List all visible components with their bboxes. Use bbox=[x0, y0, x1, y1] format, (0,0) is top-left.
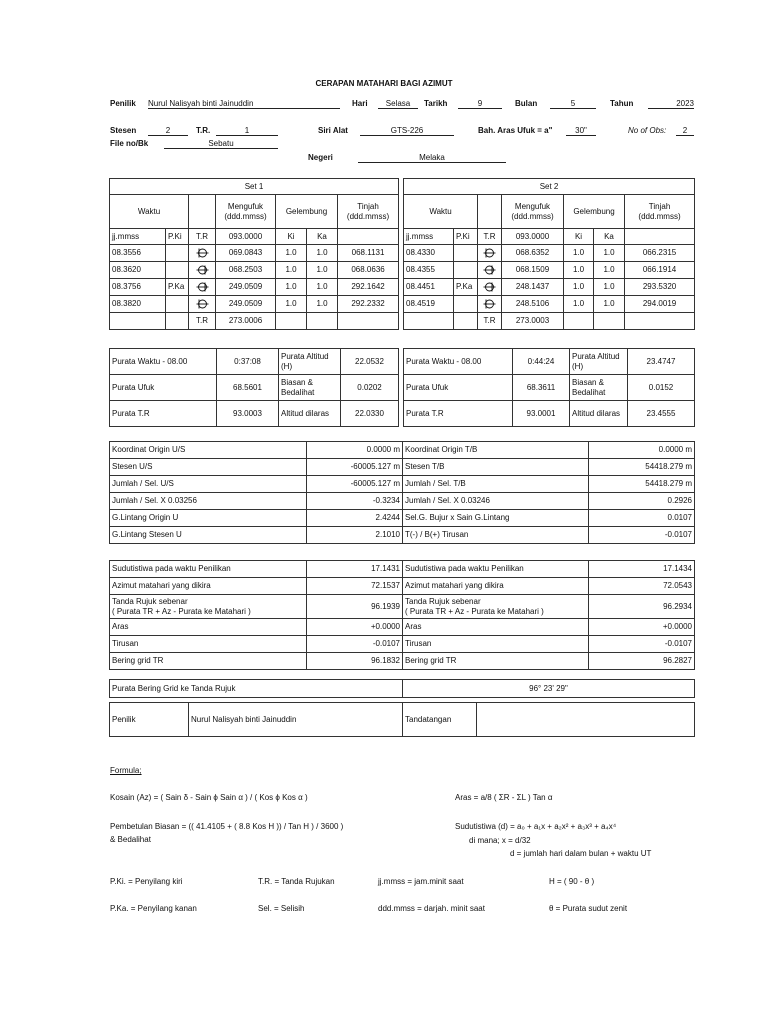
observation-row bbox=[404, 245, 695, 262]
legend-pki: P.Ki. = Penyilang kiri bbox=[110, 877, 183, 886]
bulan-value: 5 bbox=[550, 99, 596, 109]
gelembung-header: Gelembung bbox=[564, 195, 625, 229]
purata-tr-value: 93.0003 bbox=[217, 401, 279, 427]
obs-ki: 1.0 bbox=[564, 296, 594, 313]
obs-ka: 1.0 bbox=[594, 279, 625, 296]
koordinat-row bbox=[110, 493, 695, 510]
formula-dimana: di mana; x = d/32 bbox=[469, 836, 531, 845]
obs-mengufuk: 068.2503 bbox=[216, 262, 276, 279]
left-value: 2.4244 bbox=[307, 510, 403, 527]
right-label: Jumlah / Sel. X 0.03246 bbox=[403, 493, 589, 510]
set1-table bbox=[109, 178, 399, 330]
no-of-obs-label: No of Obs: bbox=[628, 126, 667, 135]
formula-pembetulan: Pembetulan Biasan = (( 41.4105 + ( 8.8 Kos H )) / Tan H ) / 3600 ) bbox=[110, 822, 344, 831]
obs-pki bbox=[166, 262, 189, 279]
obs-mengufuk: 068.6352 bbox=[502, 245, 564, 262]
altitud-dilaras-value: 23.4555 bbox=[628, 401, 695, 427]
negeri-value: Melaka bbox=[358, 153, 506, 163]
obs-tinjah: 294.0019 bbox=[625, 296, 695, 313]
obs-ki: 1.0 bbox=[276, 245, 307, 262]
obs-ki: 1.0 bbox=[564, 262, 594, 279]
legend-theta: θ = Purata sudut zenit bbox=[549, 904, 628, 913]
left-label: Tanda Rujuk sebenar ( Purata TR + Az - Purata ke Matahari ) bbox=[110, 595, 307, 619]
obs-pki: P.Ka bbox=[454, 279, 478, 296]
sun-right-icon bbox=[196, 265, 209, 275]
azimut-row bbox=[110, 561, 695, 578]
formula-title: Formula; bbox=[110, 766, 142, 775]
file-no-value: Sebatu bbox=[164, 139, 278, 149]
observation-row bbox=[404, 296, 695, 313]
left-value: 2.1010 bbox=[307, 527, 403, 544]
right-value: 72.0543 bbox=[589, 578, 695, 595]
no-of-obs-value: 2 bbox=[676, 126, 694, 136]
formula-aras: Aras = a/8 ( ΣR - ΣL ) Tan α bbox=[455, 793, 553, 802]
bah-aras-label: Bah. Aras Ufuk = a" bbox=[478, 126, 553, 135]
left-value: 0.0000 m bbox=[307, 442, 403, 459]
altitud-dilaras-label: Altitud dilaras bbox=[279, 401, 341, 427]
obs-symbol bbox=[478, 245, 502, 262]
ka-header: Ka bbox=[307, 229, 338, 245]
right-value: -0.0107 bbox=[589, 527, 695, 544]
left-value: 72.1537 bbox=[307, 578, 403, 595]
formula-sudutistiwa: Sudutistiwa (d) = a₀ + a₁x + a₂x² + a₃x³ + a₄x⁴ bbox=[455, 822, 617, 831]
altitud-dilaras-value: 22.0330 bbox=[341, 401, 399, 427]
right-label: Stesen T/B bbox=[403, 459, 589, 476]
left-value: 17.1431 bbox=[307, 561, 403, 578]
pki-header: P.Ki bbox=[454, 229, 478, 245]
left-label: Sudutistiwa pada waktu Penilikan bbox=[110, 561, 307, 578]
koordinat-row bbox=[110, 476, 695, 493]
observation-row bbox=[110, 245, 399, 262]
obs-mengufuk: 249.0509 bbox=[216, 279, 276, 296]
obs-symbol bbox=[478, 279, 502, 296]
mengufuk-header: Mengufuk (ddd.mmss) bbox=[216, 195, 276, 229]
azimut-table bbox=[109, 560, 695, 670]
bah-aras-value: 30" bbox=[566, 126, 596, 136]
obs-time: 08.4355 bbox=[404, 262, 454, 279]
altitud-dilaras-label: Altitud dilaras bbox=[570, 401, 628, 427]
obs-tinjah: 068.0636 bbox=[338, 262, 399, 279]
observation-row bbox=[110, 279, 399, 296]
right-label: Bering grid TR bbox=[403, 653, 589, 670]
obs-time: 08.4330 bbox=[404, 245, 454, 262]
right-value: 96.2934 bbox=[589, 595, 695, 619]
pki-header: P.Ki bbox=[166, 229, 189, 245]
left-label: Koordinat Origin U/S bbox=[110, 442, 307, 459]
hari-label: Hari bbox=[352, 99, 368, 108]
purata-ufuk-label: Purata Ufuk bbox=[404, 375, 513, 401]
right-value: +0.0000 bbox=[589, 619, 695, 636]
formula-d-definition: d = jumlah hari dalam bulan + waktu UT bbox=[510, 849, 652, 858]
right-value: 96.2827 bbox=[589, 653, 695, 670]
left-label: Azimut matahari yang dikira bbox=[110, 578, 307, 595]
obs-tinjah: 292.2332 bbox=[338, 296, 399, 313]
tr-header: T.R bbox=[478, 229, 502, 245]
stesen-label: Stesen bbox=[110, 126, 137, 135]
purata-waktu-value: 0:37:08 bbox=[217, 349, 279, 375]
obs-symbol bbox=[189, 245, 216, 262]
obs-symbol bbox=[189, 262, 216, 279]
negeri-label: Negeri bbox=[308, 153, 333, 162]
right-value: 17.1434 bbox=[589, 561, 695, 578]
tandatangan-field[interactable] bbox=[477, 703, 695, 737]
purata-set1-table bbox=[109, 348, 399, 427]
obs-time: 08.3820 bbox=[110, 296, 166, 313]
obs-ki: 1.0 bbox=[276, 262, 307, 279]
obs-time: 08.4519 bbox=[404, 296, 454, 313]
sun-left-icon bbox=[483, 248, 496, 258]
tr-value: 1 bbox=[216, 126, 278, 136]
page-title: CERAPAN MATAHARI BAGI AZIMUT bbox=[315, 79, 453, 88]
sun-left-icon bbox=[483, 299, 496, 309]
right-value: -0.0107 bbox=[589, 636, 695, 653]
right-label: Sel.G. Bujur x Sain G.Lintang bbox=[403, 510, 589, 527]
set2-title: Set 2 bbox=[404, 179, 695, 195]
left-value: -60005.127 m bbox=[307, 476, 403, 493]
observation-row bbox=[404, 279, 695, 296]
base-header: 093.0000 bbox=[502, 229, 564, 245]
left-label: G.Lintang Stesen U bbox=[110, 527, 307, 544]
ki-header: Ki bbox=[276, 229, 307, 245]
sun-left-icon bbox=[196, 299, 209, 309]
obs-pki bbox=[166, 296, 189, 313]
set2-tr-value: 273.0003 bbox=[502, 313, 564, 330]
right-label: Tanda Rujuk sebenar ( Purata TR + Az - Purata ke Matahari ) bbox=[403, 595, 589, 619]
azimut-row bbox=[110, 578, 695, 595]
observation-row bbox=[110, 262, 399, 279]
obs-ka: 1.0 bbox=[594, 262, 625, 279]
purata-ufuk-label: Purata Ufuk bbox=[110, 375, 217, 401]
obs-time: 08.3620 bbox=[110, 262, 166, 279]
purata-set2-table bbox=[403, 348, 695, 427]
left-label: Bering grid TR bbox=[110, 653, 307, 670]
set1-tr-value: 273.0006 bbox=[216, 313, 276, 330]
purata-altitud-value: 23.4747 bbox=[628, 349, 695, 375]
penilik-label: Penilik bbox=[110, 99, 136, 108]
obs-mengufuk: 248.5106 bbox=[502, 296, 564, 313]
obs-pki: P.Ka bbox=[166, 279, 189, 296]
purata-waktu-label: Purata Waktu - 08.00 bbox=[110, 349, 217, 375]
set2-table bbox=[403, 178, 695, 330]
obs-mengufuk: 249.0509 bbox=[216, 296, 276, 313]
biasan-label: Biasan & Bedalihat bbox=[279, 375, 341, 401]
purata-bering-table bbox=[109, 679, 695, 698]
purata-altitud-value: 22.0532 bbox=[341, 349, 399, 375]
purata-waktu-value: 0:44:24 bbox=[513, 349, 570, 375]
right-label: Tirusan bbox=[403, 636, 589, 653]
obs-ka: 1.0 bbox=[307, 262, 338, 279]
obs-ka: 1.0 bbox=[307, 279, 338, 296]
obs-ka: 1.0 bbox=[307, 245, 338, 262]
left-label: Jumlah / Sel. U/S bbox=[110, 476, 307, 493]
right-label: Azimut matahari yang dikira bbox=[403, 578, 589, 595]
legend-h: H = ( 90 - θ ) bbox=[549, 877, 595, 886]
jj-header: jj.mmss bbox=[110, 229, 166, 245]
azimut-row bbox=[110, 619, 695, 636]
left-value: -60005.127 m bbox=[307, 459, 403, 476]
sun-left-icon bbox=[196, 248, 209, 258]
left-label: Tirusan bbox=[110, 636, 307, 653]
formula-bedalihat: & Bedalihat bbox=[110, 835, 151, 844]
siri-alat-label: Siri Alat bbox=[318, 126, 348, 135]
tr-label: T.R. bbox=[196, 126, 211, 135]
azimut-row bbox=[110, 595, 695, 619]
purata-ufuk-value: 68.5601 bbox=[217, 375, 279, 401]
koordinat-table bbox=[109, 441, 695, 544]
purata-ufuk-value: 68.3611 bbox=[513, 375, 570, 401]
siri-alat-value: GTS-226 bbox=[360, 126, 454, 136]
purata-bering-value: 96° 23' 29" bbox=[403, 680, 695, 698]
tahun-label: Tahun bbox=[610, 99, 634, 108]
legend-sel: Sel. = Selisih bbox=[258, 904, 305, 913]
obs-ki: 1.0 bbox=[564, 279, 594, 296]
obs-time: 08.3756 bbox=[110, 279, 166, 296]
obs-tinjah: 292.1642 bbox=[338, 279, 399, 296]
obs-mengufuk: 068.1509 bbox=[502, 262, 564, 279]
obs-pki bbox=[166, 245, 189, 262]
sun-right-icon bbox=[483, 265, 496, 275]
obs-symbol bbox=[478, 296, 502, 313]
penilik-sign-name: Nurul Nalisyah binti Jainuddin bbox=[189, 703, 403, 737]
penilik-sign-label: Penilik bbox=[110, 703, 189, 737]
right-value: 0.0107 bbox=[589, 510, 695, 527]
biasan-label: Biasan & Bedalihat bbox=[570, 375, 628, 401]
right-value: 54418.279 m bbox=[589, 459, 695, 476]
obs-mengufuk: 248.1437 bbox=[502, 279, 564, 296]
obs-symbol bbox=[189, 296, 216, 313]
left-value: 96.1939 bbox=[307, 595, 403, 619]
legend-ddd: ddd.mmss = darjah. minit saat bbox=[378, 904, 485, 913]
hari-value: Selasa bbox=[378, 99, 418, 109]
purata-altitud-label: Purata Altitud (H) bbox=[279, 349, 341, 375]
left-label: Stesen U/S bbox=[110, 459, 307, 476]
mengufuk-header: Mengufuk (ddd.mmss) bbox=[502, 195, 564, 229]
ki-header: Ki bbox=[564, 229, 594, 245]
gelembung-header: Gelembung bbox=[276, 195, 338, 229]
biasan-value: 0.0152 bbox=[628, 375, 695, 401]
tahun-value: 2023 bbox=[648, 99, 694, 109]
file-no-label: File no/Bk bbox=[110, 139, 149, 148]
obs-pki bbox=[454, 296, 478, 313]
left-value: -0.0107 bbox=[307, 636, 403, 653]
purata-tr-value: 93.0001 bbox=[513, 401, 570, 427]
right-label: Aras bbox=[403, 619, 589, 636]
base-header: 093.0000 bbox=[216, 229, 276, 245]
waktu-header: Waktu bbox=[110, 195, 189, 229]
bulan-label: Bulan bbox=[515, 99, 538, 108]
tinjah-header: Tinjah (ddd.mmss) bbox=[625, 195, 695, 229]
purata-altitud-label: Purata Altitud (H) bbox=[570, 349, 628, 375]
observation-row bbox=[404, 262, 695, 279]
obs-symbol bbox=[478, 262, 502, 279]
obs-tinjah: 068.1131 bbox=[338, 245, 399, 262]
set2-tr-label: T.R bbox=[478, 313, 502, 330]
sun-right-icon bbox=[196, 282, 209, 292]
right-value: 0.2926 bbox=[589, 493, 695, 510]
tr-header: T.R bbox=[189, 229, 216, 245]
observation-row bbox=[110, 296, 399, 313]
obs-pki bbox=[454, 262, 478, 279]
obs-time: 08.4451 bbox=[404, 279, 454, 296]
tarikh-label: Tarikh bbox=[424, 99, 448, 108]
azimut-row bbox=[110, 636, 695, 653]
tinjah-header: Tinjah (ddd.mmss) bbox=[338, 195, 399, 229]
obs-tinjah: 066.2315 bbox=[625, 245, 695, 262]
left-value: -0.3234 bbox=[307, 493, 403, 510]
azimut-row bbox=[110, 653, 695, 670]
tandatangan-label: Tandatangan bbox=[403, 703, 477, 737]
left-value: 96.1832 bbox=[307, 653, 403, 670]
right-value: 54418.279 m bbox=[589, 476, 695, 493]
left-value: +0.0000 bbox=[307, 619, 403, 636]
formula-kosain: Kosain (Az) = ( Sain δ - Sain ϕ Sain α ) / ( Kos ϕ Kos α ) bbox=[110, 793, 308, 802]
obs-ki: 1.0 bbox=[276, 296, 307, 313]
set1-tr-label: T.R bbox=[189, 313, 216, 330]
obs-pki bbox=[454, 245, 478, 262]
obs-mengufuk: 069.0843 bbox=[216, 245, 276, 262]
jj-header: jj.mmss bbox=[404, 229, 454, 245]
sun-right-icon bbox=[483, 282, 496, 292]
purata-tr-label: Purata T.R bbox=[110, 401, 217, 427]
left-label: G.Lintang Origin U bbox=[110, 510, 307, 527]
left-label: Jumlah / Sel. X 0.03256 bbox=[110, 493, 307, 510]
tarikh-value: 9 bbox=[458, 99, 502, 109]
waktu-header: Waktu bbox=[404, 195, 478, 229]
stesen-value: 2 bbox=[148, 126, 188, 136]
legend-pka: P.Ka. = Penyilang kanan bbox=[110, 904, 197, 913]
obs-time: 08.3556 bbox=[110, 245, 166, 262]
purata-tr-label: Purata T.R bbox=[404, 401, 513, 427]
purata-bering-label: Purata Bering Grid ke Tanda Rujuk bbox=[110, 680, 403, 698]
obs-tinjah: 293.5320 bbox=[625, 279, 695, 296]
ka-header: Ka bbox=[594, 229, 625, 245]
legend-tr: T.R. = Tanda Rujukan bbox=[258, 877, 335, 886]
obs-symbol bbox=[189, 279, 216, 296]
right-label: Koordinat Origin T/B bbox=[403, 442, 589, 459]
right-label: Sudutistiwa pada waktu Penilikan bbox=[403, 561, 589, 578]
obs-ki: 1.0 bbox=[564, 245, 594, 262]
signature-table bbox=[109, 702, 695, 737]
legend-jj: jj.mmss = jam.minit saat bbox=[378, 877, 464, 886]
right-label: T(-) / B(+) Tirusan bbox=[403, 527, 589, 544]
set1-title: Set 1 bbox=[110, 179, 399, 195]
obs-tinjah: 066.1914 bbox=[625, 262, 695, 279]
koordinat-row bbox=[110, 527, 695, 544]
purata-waktu-label: Purata Waktu - 08.00 bbox=[404, 349, 513, 375]
koordinat-row bbox=[110, 442, 695, 459]
obs-ka: 1.0 bbox=[594, 296, 625, 313]
right-value: 0.0000 m bbox=[589, 442, 695, 459]
penilik-value: Nurul Nalisyah binti Jainuddin bbox=[148, 99, 340, 109]
koordinat-row bbox=[110, 459, 695, 476]
biasan-value: 0.0202 bbox=[341, 375, 399, 401]
obs-ka: 1.0 bbox=[594, 245, 625, 262]
obs-ki: 1.0 bbox=[276, 279, 307, 296]
obs-ka: 1.0 bbox=[307, 296, 338, 313]
koordinat-row bbox=[110, 510, 695, 527]
left-label: Aras bbox=[110, 619, 307, 636]
right-label: Jumlah / Sel. T/B bbox=[403, 476, 589, 493]
